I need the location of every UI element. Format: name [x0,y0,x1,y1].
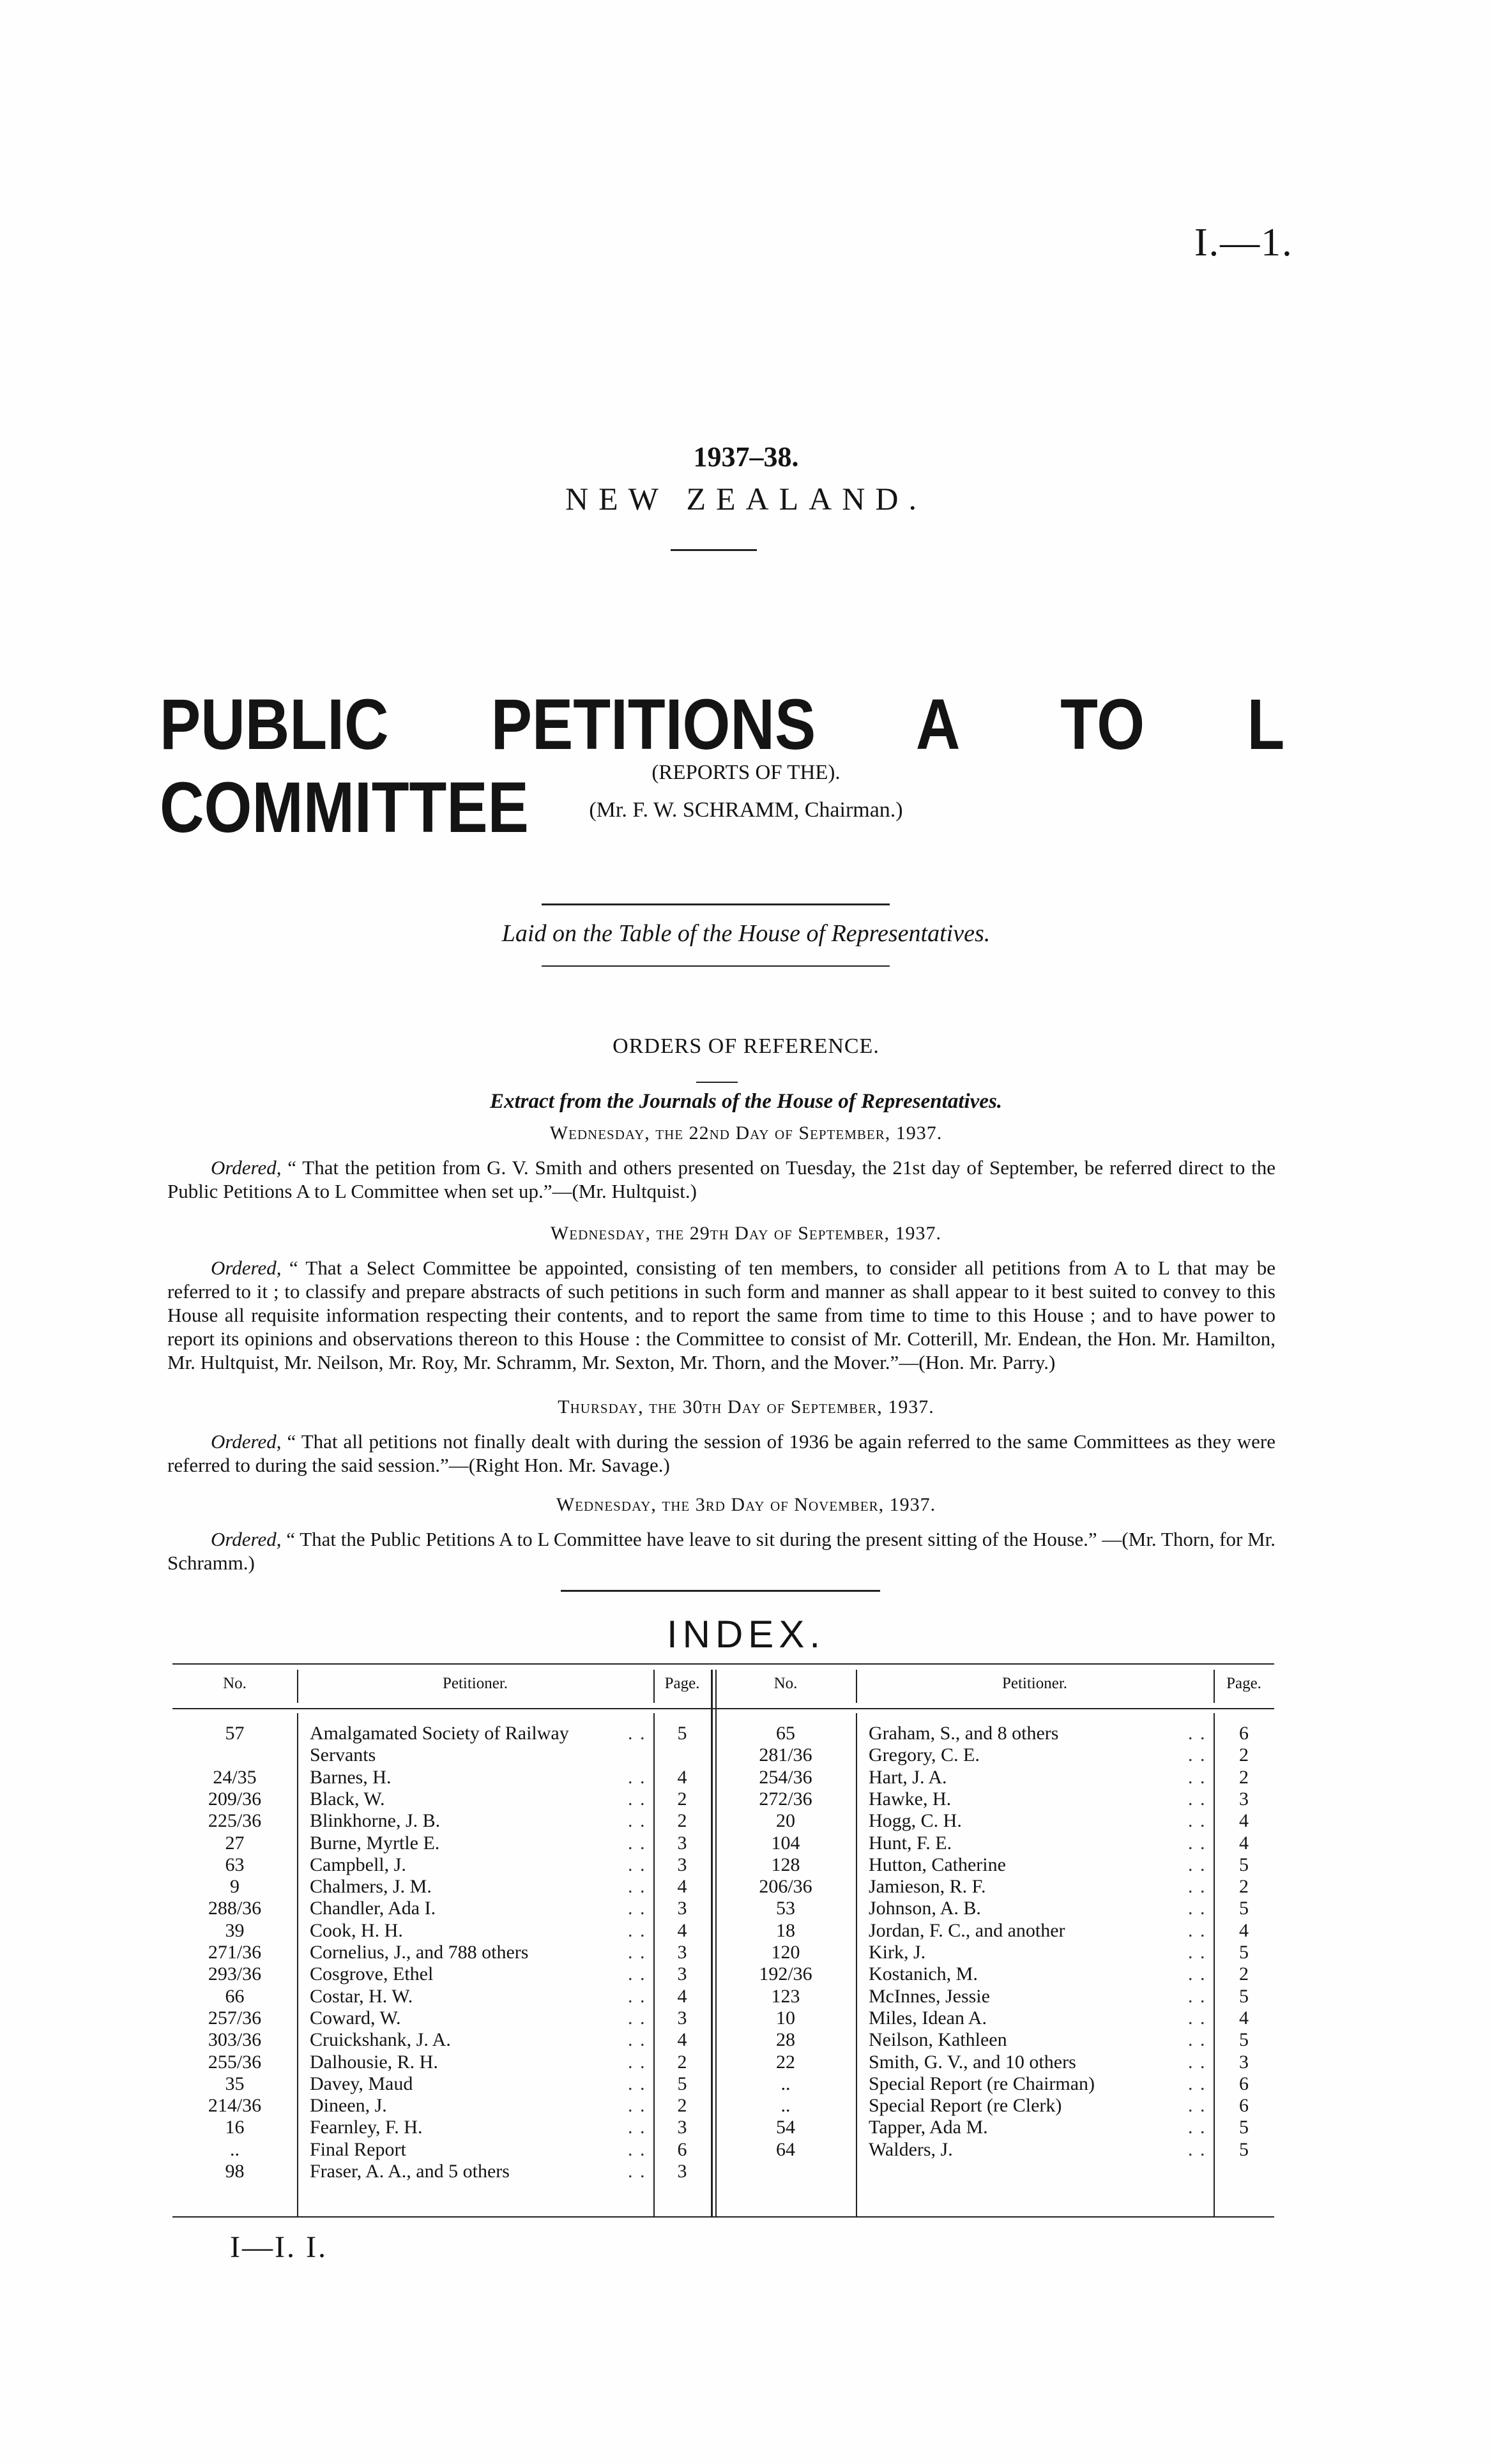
order-text [167,1156,1275,1203]
petition-number: 66 [225,1985,245,2007]
header-petitioner: Petitioner. [1001,1675,1068,1692]
table-row [172,1744,1274,1765]
table-row [172,1810,1274,1831]
leader-dots: . . [1188,1919,1207,1941]
petition-number: 18 [776,1919,795,1941]
table-bottom-rule [172,2216,1274,2218]
leader-dots: . . [628,1766,646,1788]
petition-number: 27 [225,1832,245,1854]
table-row [172,2007,1274,2029]
page-number: 3 [677,1898,687,1919]
petition-number: .. [780,2095,791,2117]
page-number: 6 [677,2138,687,2160]
petition-number: 39 [225,1919,245,1941]
page-number: 2 [1239,1963,1249,1985]
petition-number: 98 [225,2161,245,2182]
petition-number: 20 [776,1810,795,1832]
leader-dots: . . [628,1854,646,1875]
petitioner-name: Amalgamated Society of Railway [310,1723,569,1744]
petition-number: 28 [776,2029,795,2051]
petitioner-name: Kostanich, M. [869,1963,978,1985]
header-no: No. [773,1675,798,1692]
laid-on-table-note: Laid on the Table of the House of Representatives. [501,920,991,947]
leader-dots: . . [1188,2117,1207,2138]
table-row [172,1942,1274,1963]
subtitle: (REPORTS OF THE). [651,761,841,784]
petition-number: 123 [771,1985,800,2007]
table-row [172,1767,1274,1788]
petitioner-name: Hawke, H. [869,1788,952,1810]
petitioner-name: Costar, H. W. [310,1985,413,2007]
table-top-rule [172,1663,1274,1665]
petition-number: 272/36 [759,1788,812,1810]
country-name: NEW ZEALAND. [565,481,927,517]
page-number: 2 [677,1810,687,1832]
leader-dots: . . [1188,1766,1207,1788]
leader-dots: . . [1188,1832,1207,1854]
order-text [167,1527,1275,1575]
petitioner-name: Jamieson, R. F. [869,1876,986,1898]
page-number: 2 [1239,1744,1249,1766]
petition-number: .. [780,2073,791,2094]
page-number: 4 [677,2029,687,2051]
table-row [172,1723,1274,1744]
petitioner-name: Black, W. [310,1788,385,1810]
petitioner-name: Special Report (re Clerk) [869,2095,1062,2117]
order-date: Wednesday, the 29th Day of September, 1937. [550,1223,942,1244]
petition-number: 225/36 [208,1810,262,1832]
ordered-label: Ordered, [211,1430,282,1453]
divider [696,1082,738,1083]
order-date: Wednesday, the 3rd Day of November, 1937. [556,1494,936,1515]
page-number: 3 [677,2161,687,2182]
petition-number: 24/35 [213,1766,257,1788]
petition-number: 64 [776,2138,795,2160]
ordered-label: Ordered, [211,1156,282,1179]
petitioner-name: Tapper, Ada M. [869,2117,988,2138]
petition-number: 255/36 [208,2051,262,2073]
leader-dots: . . [1188,2138,1207,2160]
petitioner-name: Gregory, C. E. [869,1744,980,1766]
header-page: Page. [664,1675,700,1692]
petitioner-name: Dalhousie, R. H. [310,2051,438,2073]
header-no: No. [223,1675,247,1692]
petitioner-name: Hunt, F. E. [869,1832,952,1854]
divider [542,965,890,967]
petition-number: 10 [776,2007,795,2029]
header-page: Page. [1226,1675,1261,1692]
petitioner-name: Kirk, J. [869,1942,926,1963]
order-text [167,1256,1275,1374]
leader-dots: . . [628,2073,646,2094]
petition-number: 54 [776,2117,795,2138]
petition-number: 35 [225,2073,245,2094]
petitioner-name: Dineen, J. [310,2095,387,2117]
page-number: 5 [1239,1942,1249,1963]
table-row [172,2052,1274,2073]
petitioner-name: Hutton, Catherine [869,1854,1006,1875]
leader-dots: . . [628,2117,646,2138]
table-row [172,1920,1274,1941]
session-year: 1937–38. [693,441,799,472]
petition-number: 104 [771,1832,800,1854]
orders-heading: ORDERS OF REFERENCE. [613,1034,879,1058]
page-number: 3 [1239,2051,1249,2073]
table-row [172,2095,1274,2116]
page-number: 2 [677,2051,687,2073]
leader-dots: . . [628,2161,646,2182]
table-row [172,1986,1274,2007]
petitioner-name: Graham, S., and 8 others [869,1723,1059,1744]
table-row [172,2139,1274,2160]
petition-number: 206/36 [759,1876,812,1898]
petition-number: 53 [776,1898,795,1919]
order-date: Wednesday, the 22nd Day of September, 1937. [549,1122,943,1144]
petitioner-name: Hart, J. A. [869,1766,947,1788]
petitioner-name: Chalmers, J. M. [310,1876,432,1898]
extract-title: Extract from the Journals of the House of Representatives. [489,1090,1003,1113]
petition-number: 288/36 [208,1898,262,1919]
petition-number: 271/36 [208,1942,262,1963]
page-number: 3 [677,2007,687,2029]
page-title: PUBLIC PETITIONS A TO L COMMITTEE [160,684,1285,847]
page-number: 3 [1239,1788,1249,1810]
divider [671,549,757,551]
petitioner-name: Davey, Maud [310,2073,413,2094]
petitioner-name: Cruickshank, J. A. [310,2029,451,2051]
petitioner-name: Cornelius, J., and 788 others [310,1942,529,1963]
table-row [172,1898,1274,1919]
leader-dots: . . [628,2051,646,2073]
order-text [167,1430,1275,1477]
page-number: 5 [1239,1898,1249,1919]
leader-dots: . . [628,1876,646,1898]
petitioner-name: Special Report (re Chairman) [869,2073,1095,2094]
petition-number: 65 [776,1723,795,1744]
petitioner-name: Smith, G. V., and 10 others [869,2051,1076,2073]
page-number: 6 [1239,2073,1249,2094]
leader-dots: . . [1188,1876,1207,1898]
leader-dots: . . [1188,1963,1207,1985]
table-header-rule [172,1708,1274,1709]
leader-dots: . . [1188,2095,1207,2117]
page-number: 4 [677,1766,687,1788]
leader-dots: . . [628,2138,646,2160]
footer-code: I—I. I. [230,2230,328,2264]
page-number: 5 [1239,1854,1249,1875]
page-number: 3 [677,1942,687,1963]
petitioner-name: Walders, J. [869,2138,953,2160]
petitioner-name: Coward, W. [310,2007,401,2029]
table-row [172,1854,1274,1875]
page-number: 2 [677,1788,687,1810]
petitioner-name: Barnes, H. [310,1766,392,1788]
leader-dots: . . [1188,1810,1207,1832]
leader-dots: . . [1188,1788,1207,1810]
petition-number: 209/36 [208,1788,262,1810]
page-number: 3 [677,1854,687,1875]
page-number: 3 [677,1832,687,1854]
petitioner-name: Cook, H. H. [310,1919,403,1941]
petition-number: 120 [771,1942,800,1963]
ordered-label: Ordered, [211,1257,282,1279]
leader-dots: . . [628,1919,646,1941]
petitioner-name: Final Report [310,2138,406,2160]
chairman-line: (Mr. F. W. SCHRAMM, Chairman.) [589,798,903,822]
petitioner-name: Johnson, A. B. [869,1898,981,1919]
leader-dots: . . [628,1810,646,1832]
leader-dots: . . [1188,1744,1207,1766]
document-code: I.—1. [1194,221,1293,264]
leader-dots: . . [628,1723,646,1744]
table-row [172,1833,1274,1854]
page-number: 4 [1239,2007,1249,2029]
leader-dots: . . [628,1942,646,1963]
page-number: 4 [677,1985,687,2007]
page-number: 4 [1239,1919,1249,1941]
page-number: 4 [1239,1832,1249,1854]
petition-number: 303/36 [208,2029,262,2051]
petition-number: 128 [771,1854,800,1875]
petition-number: .. [230,2138,240,2160]
petitioner-name: Campbell, J. [310,1854,406,1875]
page-number: 6 [1239,2095,1249,2117]
leader-dots: . . [1188,1898,1207,1919]
petition-number: 257/36 [208,2007,262,2029]
order-body: “ That all petitions not finally dealt with during the session of 1936 be again referred to the same Committees as they were referred to during the said session.”—(Right Hon. Mr. Savage.) [167,1430,1275,1476]
table-row [172,2161,1274,2182]
page-number: 5 [1239,2138,1249,2160]
leader-dots: . . [628,2095,646,2117]
table-row [172,1876,1274,1897]
petition-number: 281/36 [759,1744,812,1766]
leader-dots: . . [628,1832,646,1854]
page-number: 2 [1239,1876,1249,1898]
leader-dots: . . [1188,2073,1207,2094]
page-number: 5 [1239,2117,1249,2138]
order-body: “ That the petition from G. V. Smith and others presented on Tuesday, the 21st day of September, be referred direct to the Public Petitions A to L Committee when set up.”—(Mr. Hultquist.) [167,1156,1276,1202]
petition-number: 22 [776,2051,795,2073]
leader-dots: . . [628,1788,646,1810]
page-number: 5 [677,2073,687,2094]
leader-dots: . . [1188,2007,1207,2029]
petitioner-name: Fraser, A. A., and 5 others [310,2161,510,2182]
ordered-label: Ordered, [211,1528,282,1550]
page-number: 5 [1239,2029,1249,2051]
petitioner-name: Cosgrove, Ethel [310,1963,434,1985]
page-number: 3 [677,2117,687,2138]
table-row [172,2073,1274,2094]
leader-dots: . . [1188,2051,1207,2073]
page-number: 5 [1239,1985,1249,2007]
divider [561,1590,880,1592]
petitioner-name: Jordan, F. C., and another [869,1919,1065,1941]
page-number: 2 [677,2095,687,2117]
table-row [172,1788,1274,1810]
petitioner-name: Fearnley, F. H. [310,2117,423,2138]
order-date: Thursday, the 30th Day of September, 1937. [558,1396,934,1417]
petition-number: 16 [225,2117,245,2138]
leader-dots: . . [1188,1854,1207,1875]
leader-dots: . . [1188,2029,1207,2051]
page-number: 5 [677,1723,687,1744]
table-row [172,2117,1274,2138]
petitioner-name: Servants [310,1744,376,1766]
page-number: 3 [677,1963,687,1985]
leader-dots: . . [1188,1723,1207,1744]
page-number: 4 [677,1919,687,1941]
leader-dots: . . [628,2029,646,2051]
petition-number: 63 [225,1854,245,1875]
petition-number: 293/36 [208,1963,262,1985]
page-number: 4 [677,1876,687,1898]
table-row [172,2029,1274,2050]
petition-number: 214/36 [208,2095,262,2117]
leader-dots: . . [628,1963,646,1985]
leader-dots: . . [628,1898,646,1919]
index-heading: INDEX. [666,1613,826,1656]
leader-dots: . . [1188,1985,1207,2007]
petition-number: 9 [230,1876,240,1898]
page-number: 4 [1239,1810,1249,1832]
petition-number: 192/36 [759,1963,812,1985]
petition-number: 254/36 [759,1766,812,1788]
index-table [172,1663,1274,2219]
page-number: 6 [1239,1723,1249,1744]
page-number: 2 [1239,1766,1249,1788]
petitioner-name: Neilson, Kathleen [869,2029,1007,2051]
petitioner-name: Blinkhorne, J. B. [310,1810,441,1832]
leader-dots: . . [628,1985,646,2007]
petitioner-name: McInnes, Jessie [869,1985,990,2007]
order-body: “ That a Select Committee be appointed, consisting of ten members, to consider all petitions from A to L that may be referred to it ; to classify and prepare abstracts of such petitions in such form and manner as shall appear to it best suited to convey to this House all requisite information respecting their contents, and to report the same from time to time to this House ; and to have power to report its opinions and observations thereon to this House : the Committee to consist of Mr. Cotterill, Mr. Endean, the Hon. Mr. Hamilton, Mr. Hultquist, Mr. Neilson, Mr. Roy, Mr. Schramm, Mr. Sexton, Mr. Thorn, and the Mover.”—(Hon. Mr. Parry.) [167,1257,1275,1373]
leader-dots: . . [628,2007,646,2029]
divider [542,903,890,905]
petitioner-name: Burne, Myrtle E. [310,1832,440,1854]
order-body: “ That the Public Petitions A to L Committee have leave to sit during the present sitting of the House.” —(Mr. Thorn, for Mr. Schramm.) [167,1528,1276,1574]
header-petitioner: Petitioner. [442,1675,508,1692]
petition-number: 57 [225,1723,245,1744]
petitioner-name: Hogg, C. H. [869,1810,962,1832]
petitioner-name: Miles, Idean A. [869,2007,987,2029]
petitioner-name: Chandler, Ada I. [310,1898,436,1919]
table-row [172,1963,1274,1984]
leader-dots: . . [1188,1942,1207,1963]
